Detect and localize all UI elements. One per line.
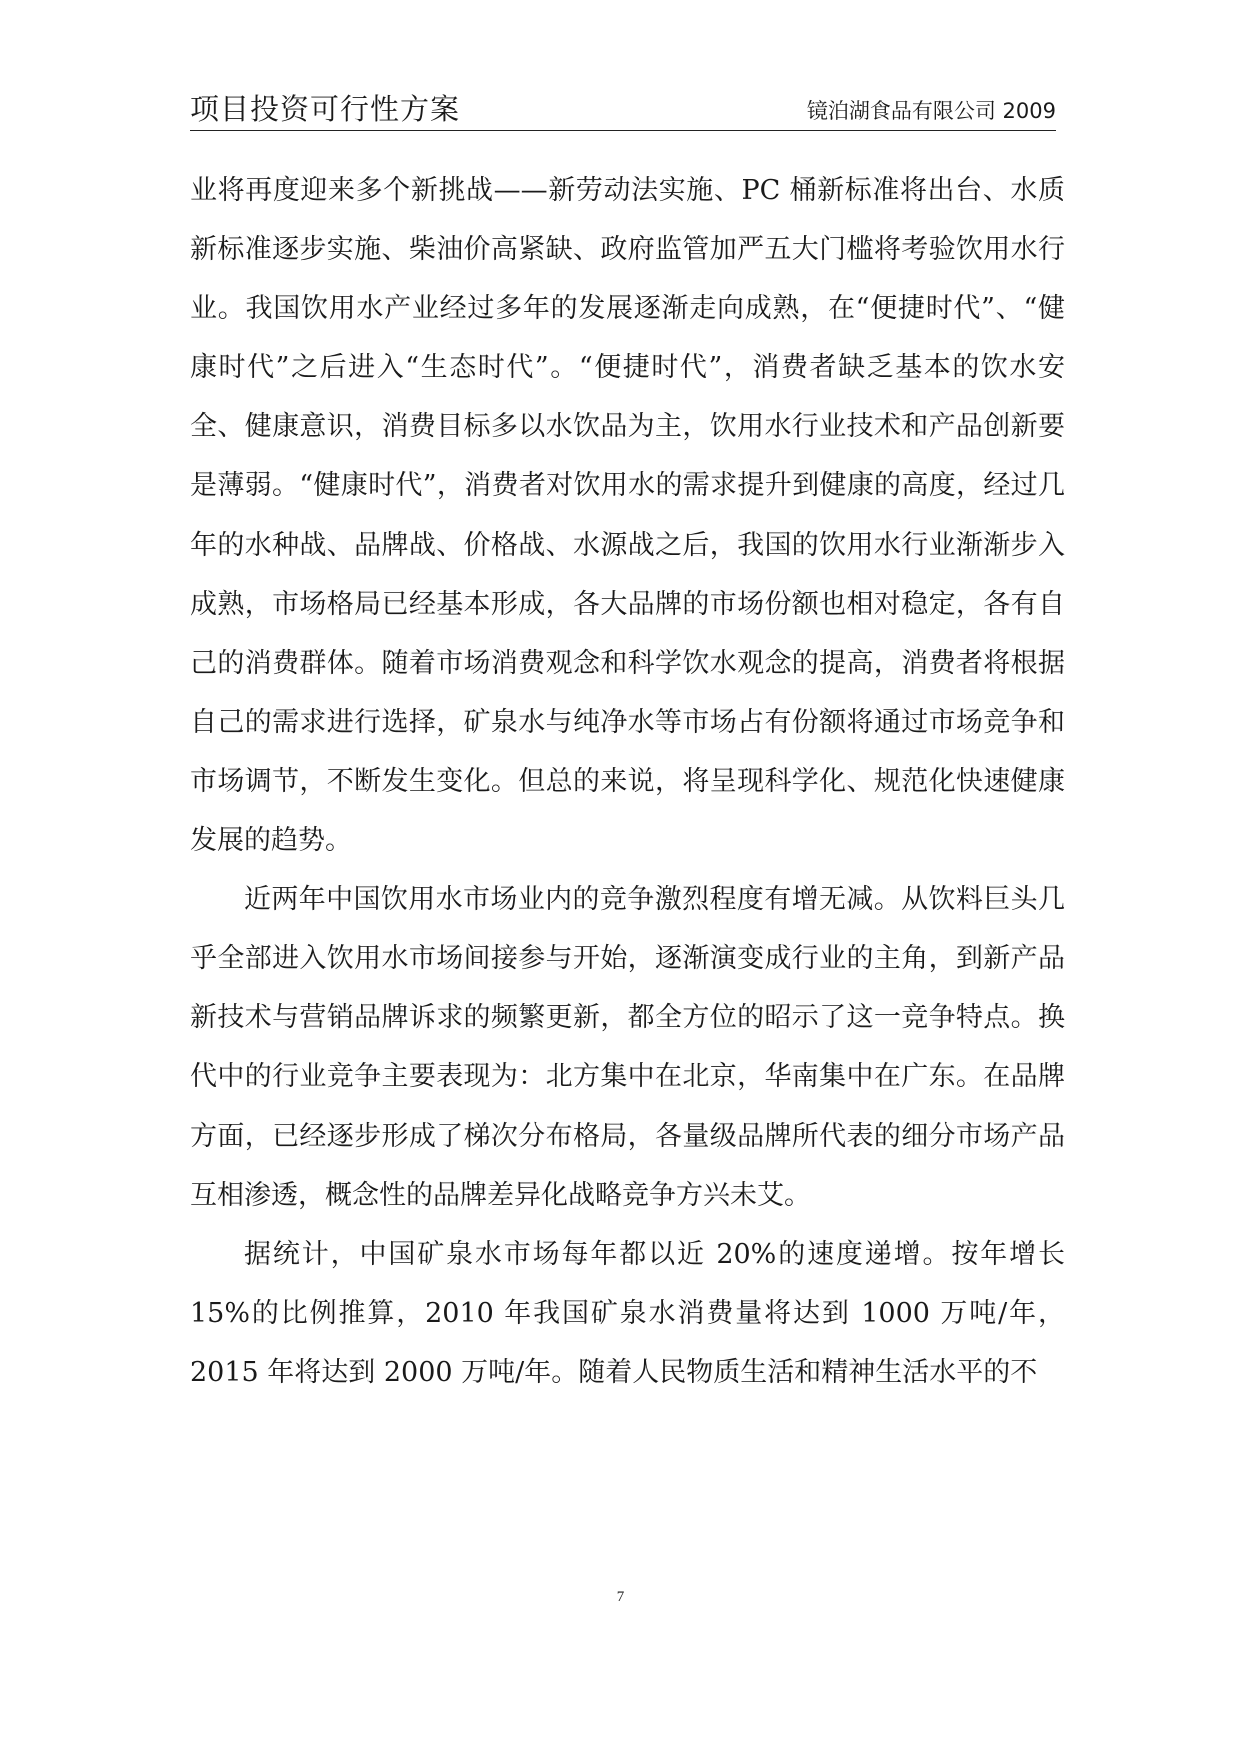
- body-paragraph-3: 据统计，中国矿泉水市场每年都以近 20%的速度递增。按年增长 15%的比例推算，2010 年我国矿泉水消费量将达到 1000 万吨/年，2015 年将达到 2000 万吨/年。随着人民物质生活和精神生活水平的不: [190, 1238, 1065, 1388]
- document-title: 项目投资可行性方案: [190, 92, 461, 126]
- document-body: [190, 161, 1065, 1402]
- page-number: 7: [616, 1589, 625, 1605]
- company-name: 镜泊湖食品有限公司 2009: [806, 99, 1056, 123]
- body-paragraph-1: 业将再度迎来多个新挑战——新劳动法实施、PC 桶新标准将出台、水质新标准逐步实施、柴油价高紧缺、政府监管加严五大门槛将考验饮用水行业。我国饮用水产业经过多年的发展逐渐走向成熟，在“便捷时代”、“健康时代”之后进入“生态时代”。“便捷时代”，消费者缺乏基本的饮水安全、健康意识，消费目标多以水饮品为主，饮用水行业技术和产品创新要是薄弱。“健康时代”，消费者对饮用水的需求提升到健康的高度，经过几年的水种战、品牌战、价格战、水源战之后，我国的饮用水行业渐渐步入成熟，市场格局已经基本形成，各大品牌的市场份额也相对稳定，各有自己的消费群体。随着市场消费观念和科学饮水观念的提高，消费者将根据自己的需求进行选择，矿泉水与纯净水等市场占有份额将通过市场竞争和市场调节，不断发生变化。但总的来说，将呈现科学化、规范化快速健康发展的趋势。: [190, 175, 1065, 857]
- page-header: [190, 88, 1056, 131]
- body-paragraph-2: 近两年中国饮用水市场业内的竞争激烈程度有增无减。从饮料巨头几乎全部进入饮用水市场间接参与开始，逐渐演变成行业的主角，到新产品新技术与营销品牌诉求的频繁更新，都全方位的昭示了这一竞争特点。换代中的行业竞争主要表现为：北方集中在北京，华南集中在广东。在品牌方面，已经逐步形成了梯次分布格局，各量级品牌所代表的细分市场产品互相渗透，概念性的品牌差异化战略竞争方兴未艾。: [190, 884, 1065, 1211]
